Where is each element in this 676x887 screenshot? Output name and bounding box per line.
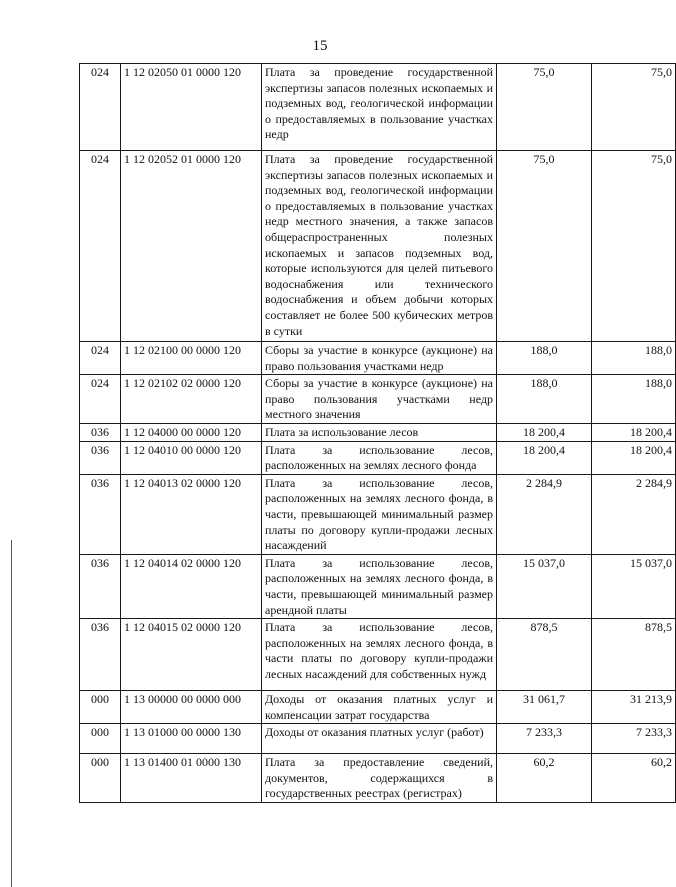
admin-code-cell: 024 bbox=[80, 375, 121, 424]
value-2-cell: 878,5 bbox=[592, 619, 676, 691]
budget-code-cell: 1 12 04010 00 0000 120 bbox=[121, 441, 262, 474]
budget-code-cell: 1 12 02050 01 0000 120 bbox=[121, 64, 262, 151]
income-name-cell: Сборы за участие в конкурсе (аукционе) на право пользования участками недр bbox=[262, 342, 497, 375]
income-name-cell: Плата за проведение государственной экспертизы запасов полезных ископаемых и подземных вод, геологической информации о предоставляемых в пользование участках недр местного значения, а также запасов общераспространенных полезных ископаемых и запасов подземных вод, которые используются для целей питьевого водоснабжения или технического водоснабжения и объем добычи которых составляет не более 500 кубических метров в сутки bbox=[262, 151, 497, 342]
value-2-cell: 188,0 bbox=[592, 375, 676, 424]
budget-code-cell: 1 12 02100 00 0000 120 bbox=[121, 342, 262, 375]
admin-code-cell: 000 bbox=[80, 754, 121, 803]
page-number: 15 bbox=[312, 38, 328, 54]
value-2-cell: 188,0 bbox=[592, 342, 676, 375]
admin-code-cell: 024 bbox=[80, 342, 121, 375]
table-row bbox=[80, 619, 676, 691]
value-1-cell: 31 061,7 bbox=[497, 691, 592, 724]
value-2-cell: 2 284,9 bbox=[592, 474, 676, 554]
table-row bbox=[80, 151, 676, 342]
value-2-cell: 18 200,4 bbox=[592, 423, 676, 441]
value-1-cell: 60,2 bbox=[497, 754, 592, 803]
budget-code-cell: 1 12 02102 02 0000 120 bbox=[121, 375, 262, 424]
budget-code-cell: 1 12 04015 02 0000 120 bbox=[121, 619, 262, 691]
budget-code-cell: 1 13 00000 00 0000 000 bbox=[121, 691, 262, 724]
budget-code-cell: 1 13 01400 01 0000 130 bbox=[121, 754, 262, 803]
value-1-cell: 18 200,4 bbox=[497, 441, 592, 474]
budget-code-cell: 1 13 01000 00 0000 130 bbox=[121, 724, 262, 754]
admin-code-cell: 024 bbox=[80, 64, 121, 151]
income-name-cell: Доходы от оказания платных услуг и компенсации затрат государства bbox=[262, 691, 497, 724]
budget-table bbox=[79, 63, 676, 803]
scan-margin-line bbox=[11, 540, 12, 887]
value-1-cell: 878,5 bbox=[497, 619, 592, 691]
admin-code-cell: 000 bbox=[80, 724, 121, 754]
admin-code-cell: 036 bbox=[80, 619, 121, 691]
income-name-cell: Плата за предоставление сведений, документов, содержащихся в государственных реестрах (регистрах) bbox=[262, 754, 497, 803]
admin-code-cell: 036 bbox=[80, 441, 121, 474]
income-name-cell: Плата за проведение государственной экспертизы запасов полезных ископаемых и подземных вод, геологической информации о предоставляемых в пользование участках недр bbox=[262, 64, 497, 151]
value-1-cell: 15 037,0 bbox=[497, 554, 592, 618]
value-2-cell: 75,0 bbox=[592, 64, 676, 151]
value-2-cell: 15 037,0 bbox=[592, 554, 676, 618]
table-row bbox=[80, 423, 676, 441]
budget-code-cell: 1 12 04014 02 0000 120 bbox=[121, 554, 262, 618]
admin-code-cell: 000 bbox=[80, 691, 121, 724]
income-name-cell: Плата за использование лесов, расположенных на землях лесного фонда, в части, превышающей минимальный размер платы по договору купли-продажи лесных насаждений bbox=[262, 474, 497, 554]
income-name-cell: Плата за использование лесов, расположенных на землях лесного фонда bbox=[262, 441, 497, 474]
value-1-cell: 7 233,3 bbox=[497, 724, 592, 754]
table-row bbox=[80, 342, 676, 375]
income-name-cell: Плата за использование лесов, расположенных на землях лесного фонда, в части платы по договору купли-продажи лесных насаждений для собственных нужд bbox=[262, 619, 497, 691]
table-row bbox=[80, 724, 676, 754]
budget-code-cell: 1 12 04000 00 0000 120 bbox=[121, 423, 262, 441]
admin-code-cell: 036 bbox=[80, 423, 121, 441]
table-row bbox=[80, 754, 676, 803]
value-2-cell: 31 213,9 bbox=[592, 691, 676, 724]
table-row bbox=[80, 474, 676, 554]
table-row bbox=[80, 554, 676, 618]
value-1-cell: 2 284,9 bbox=[497, 474, 592, 554]
value-1-cell: 75,0 bbox=[497, 64, 592, 151]
admin-code-cell: 036 bbox=[80, 554, 121, 618]
value-1-cell: 188,0 bbox=[497, 342, 592, 375]
value-2-cell: 75,0 bbox=[592, 151, 676, 342]
budget-code-cell: 1 12 04013 02 0000 120 bbox=[121, 474, 262, 554]
value-1-cell: 188,0 bbox=[497, 375, 592, 424]
income-name-cell: Плата за использование лесов, расположенных на землях лесного фонда, в части, превышающей минимальный размер арендной платы bbox=[262, 554, 497, 618]
budget-code-cell: 1 12 02052 01 0000 120 bbox=[121, 151, 262, 342]
table-row bbox=[80, 691, 676, 724]
value-2-cell: 60,2 bbox=[592, 754, 676, 803]
table-row bbox=[80, 441, 676, 474]
value-2-cell: 7 233,3 bbox=[592, 724, 676, 754]
income-name-cell: Сборы за участие в конкурсе (аукционе) на право пользования участками недр местного значения bbox=[262, 375, 497, 424]
admin-code-cell: 024 bbox=[80, 151, 121, 342]
income-name-cell: Доходы от оказания платных услуг (работ) bbox=[262, 724, 497, 754]
table-row bbox=[80, 64, 676, 151]
income-name-cell: Плата за использование лесов bbox=[262, 423, 497, 441]
value-2-cell: 18 200,4 bbox=[592, 441, 676, 474]
value-1-cell: 18 200,4 bbox=[497, 423, 592, 441]
value-1-cell: 75,0 bbox=[497, 151, 592, 342]
table-row bbox=[80, 375, 676, 424]
admin-code-cell: 036 bbox=[80, 474, 121, 554]
